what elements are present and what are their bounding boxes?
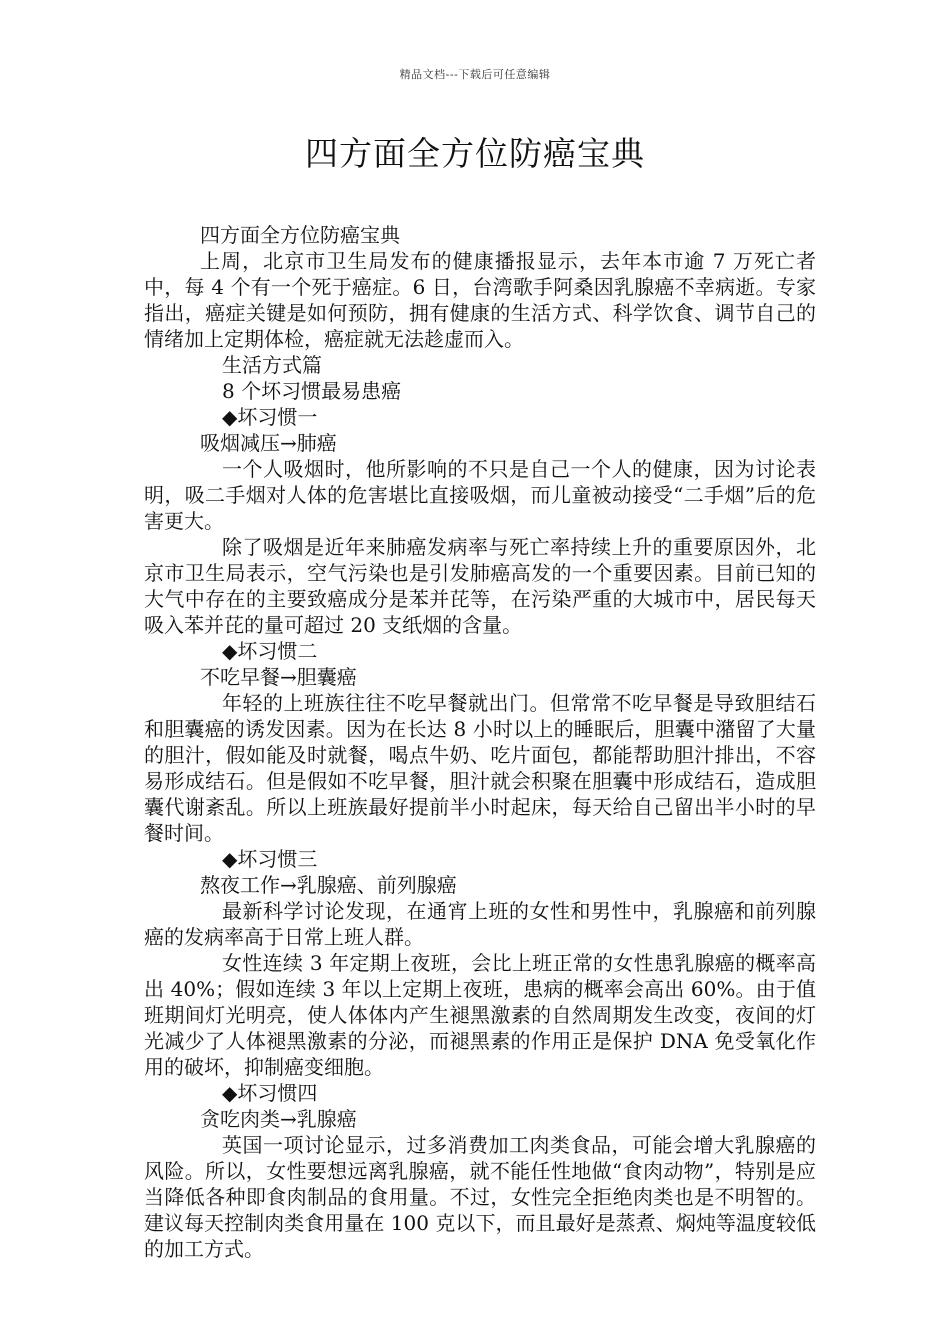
- document-title: 四方面全方位防癌宝典: [305, 134, 645, 173]
- intro-paragraph: 上周，北京市卫生局发布的健康播报显示，去年本市逾 7 万死亡者中，每 4 个有一个死于癌症。6 日，台湾歌手阿桑因乳腺癌不幸病逝。专家指出，癌症关键是如何预防，拥有健康的生活方式、科学饮食、调节自己的情绪加上定期体检，癌症就无法趁虚而入。: [144, 249, 816, 351]
- subsection-heading: 8 个坏习惯最易患癌: [222, 379, 402, 403]
- habit-label-2: ◆坏习惯二: [222, 639, 318, 663]
- header-note: 精品文档---下载后可任意编辑: [399, 68, 551, 81]
- habit-label-4: ◆坏习惯四: [222, 1081, 318, 1105]
- section-heading: 生活方式篇: [222, 353, 322, 377]
- body-paragraph: 最新科学讨论发现，在通宵上班的女性和男性中，乳腺癌和前列腺癌的发病率高于日常上班人群。: [144, 899, 816, 949]
- habit-title-1: 吸烟减压→肺癌: [200, 431, 337, 455]
- intro-heading: 四方面全方位防癌宝典: [200, 223, 400, 247]
- habit-label-1: ◆坏习惯一: [222, 405, 318, 429]
- habit-title-4: 贪吃肉类→乳腺癌: [200, 1107, 357, 1131]
- body-paragraph: 年轻的上班族往往不吃早餐就出门。但常常不吃早餐是导致胆结石和胆囊癌的诱发因素。因为在长达 8 小时以上的睡眠后，胆囊中潴留了大量的胆汁，假如能及时就餐，喝点牛奶、吃片面包，都能帮助胆汁排出，不容易形成结石。但是假如不吃早餐，胆汁就会积聚在胆囊中形成结石，造成胆囊代谢紊乱。所以上班族最好提前半小时起床，每天给自己留出半小时的早餐时间。: [144, 691, 816, 845]
- habit-title-2: 不吃早餐→胆囊癌: [200, 665, 357, 689]
- body-paragraph: 除了吸烟是近年来肺癌发病率与死亡率持续上升的重要原因外，北京市卫生局表示，空气污染也是引发肺癌高发的一个重要因素。目前已知的大气中存在的主要致癌成分是苯并芘等，在污染严重的大城市中，居民每天吸入苯并芘的量可超过 20 支纸烟的含量。: [144, 535, 816, 637]
- body-paragraph: 一个人吸烟时，他所影响的不只是自己一个人的健康，因为讨论表明，吸二手烟对人体的危害堪比直接吸烟，而儿童被动接受“二手烟”后的危害更大。: [144, 457, 816, 533]
- body-paragraph: 英国一项讨论显示，过多消费加工肉类食品，可能会增大乳腺癌的风险。所以，女性要想远离乳腺癌，就不能任性地做“食肉动物”，特别是应当降低各种即食肉制品的食用量。不过，女性完全拒绝肉类也是不明智的。建议每天控制肉类食用量在 100 克以下，而且最好是蒸煮、焖炖等温度较低的加工方式。: [144, 1133, 816, 1261]
- habit-title-3: 熬夜工作→乳腺癌、前列腺癌: [200, 873, 457, 897]
- habit-label-3: ◆坏习惯三: [222, 847, 318, 871]
- body-paragraph: 女性连续 3 年定期上夜班，会比上班正常的女性患乳腺癌的概率高出 40%；假如连续 3 年以上定期上夜班，患病的概率会高出 60%。由于值班期间灯光明亮，使人体体内产生褪黑激素的自然周期发生改变，夜间的灯光减少了人体褪黑激素的分泌，而褪黑素的作用正是保护 DNA 免受氧化作用的破坏，抑制癌变细胞。: [144, 951, 816, 1079]
- document-body: [144, 222, 816, 1262]
